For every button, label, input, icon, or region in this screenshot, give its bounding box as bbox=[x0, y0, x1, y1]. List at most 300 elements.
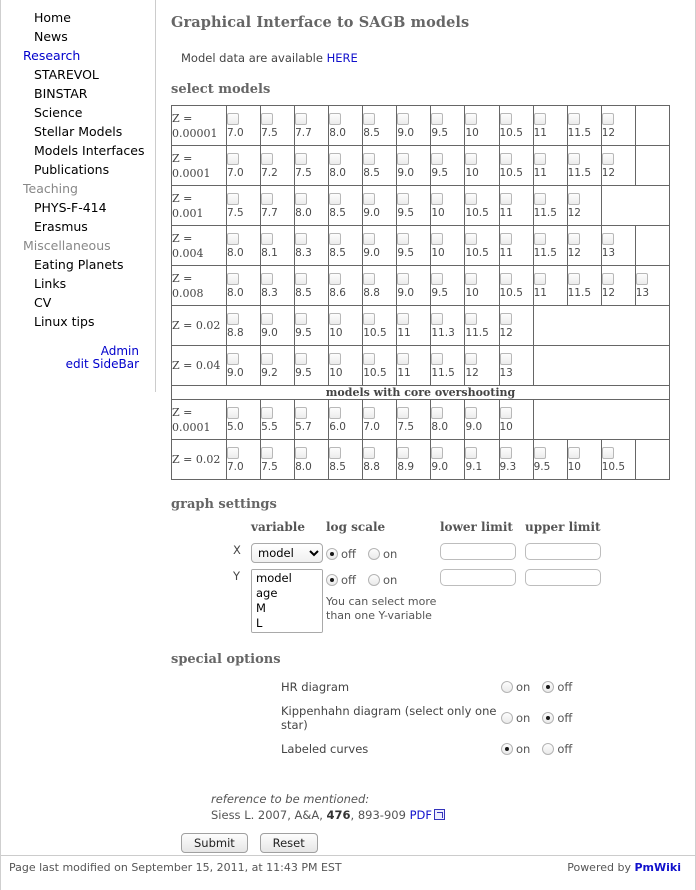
main-content bbox=[157, 0, 696, 853]
model-cell[interactable] bbox=[499, 186, 533, 226]
model-checkbox[interactable] bbox=[295, 353, 307, 365]
model-checkbox[interactable] bbox=[329, 233, 341, 245]
models-table-row bbox=[172, 186, 670, 226]
y-variable-option[interactable] bbox=[254, 631, 320, 633]
model-cell[interactable] bbox=[261, 400, 295, 440]
model-cell[interactable] bbox=[261, 186, 295, 226]
sidebar-link-phys-f-414[interactable]: PHYS-F-414 bbox=[34, 200, 107, 215]
model-cell[interactable] bbox=[499, 146, 533, 186]
sidebar-link-stellar-models[interactable]: Stellar Models bbox=[34, 124, 123, 139]
sidebar-link-home[interactable]: Home bbox=[34, 10, 71, 25]
model-cell[interactable] bbox=[601, 226, 635, 266]
model-checkbox[interactable] bbox=[295, 233, 307, 245]
model-cell[interactable] bbox=[329, 346, 363, 386]
model-checkbox[interactable] bbox=[363, 113, 375, 125]
model-checkbox[interactable] bbox=[465, 233, 477, 245]
model-cell[interactable] bbox=[397, 186, 431, 226]
sidebar-item-home[interactable] bbox=[1, 8, 155, 27]
model-cell[interactable] bbox=[363, 106, 397, 146]
model-mass-value: 10.5 bbox=[499, 286, 523, 299]
model-cell[interactable] bbox=[533, 226, 567, 266]
model-checkbox[interactable] bbox=[397, 193, 409, 205]
model-checkbox[interactable] bbox=[295, 447, 307, 459]
model-mass-value: 9.0 bbox=[397, 166, 415, 179]
sidebar-link-binstar[interactable]: BINSTAR bbox=[34, 86, 88, 101]
sidebar-item-research[interactable] bbox=[1, 46, 155, 65]
sidebar-link-erasmus[interactable]: Erasmus bbox=[34, 219, 88, 234]
y-hint-line-2: than one Y-variable bbox=[326, 609, 432, 622]
model-checkbox[interactable] bbox=[363, 153, 375, 165]
model-checkbox[interactable] bbox=[261, 313, 273, 325]
sidebar-item-stellar-models[interactable] bbox=[1, 122, 155, 141]
model-checkbox[interactable] bbox=[431, 407, 443, 419]
model-cell[interactable] bbox=[363, 186, 397, 226]
model-cell[interactable] bbox=[499, 266, 533, 306]
model-cell[interactable] bbox=[261, 266, 295, 306]
model-mass-value: 10.5 bbox=[465, 206, 489, 219]
model-checkbox[interactable] bbox=[602, 113, 614, 125]
model-cell[interactable] bbox=[227, 226, 261, 266]
model-checkbox[interactable] bbox=[397, 447, 409, 459]
model-checkbox[interactable] bbox=[295, 193, 307, 205]
last-modified-text: Page last modified on September 15, 2011, at 11:43 PM EST bbox=[9, 861, 342, 874]
sidebar-link-news[interactable]: News bbox=[34, 29, 68, 44]
model-checkbox[interactable] bbox=[261, 273, 273, 285]
model-checkbox[interactable] bbox=[397, 233, 409, 245]
model-mass-value: 12 bbox=[601, 166, 616, 179]
model-cell[interactable] bbox=[499, 306, 533, 346]
model-checkbox[interactable] bbox=[329, 447, 341, 459]
model-cell[interactable] bbox=[397, 346, 431, 386]
model-cell[interactable] bbox=[329, 266, 363, 306]
sidebar-link-models-interfaces[interactable]: Models Interfaces bbox=[34, 143, 145, 158]
model-cell[interactable] bbox=[363, 306, 397, 346]
model-checkbox[interactable] bbox=[534, 113, 546, 125]
model-checkbox[interactable] bbox=[329, 407, 341, 419]
x-log-on-radio[interactable] bbox=[368, 548, 380, 560]
model-cell[interactable] bbox=[397, 400, 431, 440]
model-cell[interactable] bbox=[465, 146, 499, 186]
y-lower-limit-input[interactable] bbox=[440, 569, 516, 586]
model-empty-cell bbox=[635, 106, 669, 146]
model-cell[interactable] bbox=[227, 306, 261, 346]
model-cell[interactable] bbox=[533, 266, 567, 306]
model-cell[interactable] bbox=[567, 266, 601, 306]
model-checkbox[interactable] bbox=[500, 113, 512, 125]
model-checkbox[interactable] bbox=[500, 407, 512, 419]
pdf-link[interactable]: PDF bbox=[409, 808, 432, 822]
model-checkbox[interactable] bbox=[363, 313, 375, 325]
model-checkbox[interactable] bbox=[329, 153, 341, 165]
model-checkbox[interactable] bbox=[397, 353, 409, 365]
model-cell[interactable] bbox=[363, 346, 397, 386]
y-variable-option[interactable] bbox=[254, 616, 320, 631]
powered-by bbox=[567, 861, 681, 874]
special-option-on-radio[interactable] bbox=[501, 681, 513, 693]
model-cell[interactable] bbox=[261, 106, 295, 146]
model-mass-value: 8.5 bbox=[329, 246, 346, 259]
model-cell[interactable] bbox=[431, 146, 465, 186]
model-cell[interactable] bbox=[431, 266, 465, 306]
model-checkbox[interactable] bbox=[261, 233, 273, 245]
model-checkbox[interactable] bbox=[227, 353, 239, 365]
sidebar-item-links[interactable] bbox=[1, 274, 155, 293]
model-checkbox[interactable] bbox=[227, 233, 239, 245]
model-mass-value: 7.5 bbox=[261, 460, 278, 473]
model-cell[interactable] bbox=[499, 400, 533, 440]
model-cell[interactable] bbox=[601, 266, 635, 306]
model-checkbox[interactable] bbox=[465, 353, 477, 365]
model-checkbox[interactable] bbox=[397, 153, 409, 165]
model-checkbox[interactable] bbox=[465, 407, 477, 419]
model-row-z-label: Z = 0.00001 bbox=[172, 106, 227, 146]
model-mass-value: 11 bbox=[533, 286, 547, 299]
y-variable-cell bbox=[251, 566, 326, 636]
model-checkbox[interactable] bbox=[397, 407, 409, 419]
special-option-on-radio[interactable] bbox=[501, 743, 513, 755]
model-cell[interactable] bbox=[295, 226, 329, 266]
special-option-off-radio[interactable] bbox=[542, 743, 554, 755]
model-cell[interactable] bbox=[465, 346, 499, 386]
model-checkbox[interactable] bbox=[363, 407, 375, 419]
x-lower-limit-input[interactable] bbox=[440, 543, 516, 560]
sidebar-admin-link[interactable]: Admin bbox=[100, 344, 139, 358]
model-checkbox[interactable] bbox=[363, 447, 375, 459]
model-checkbox[interactable] bbox=[568, 447, 580, 459]
submit-button[interactable]: Submit bbox=[181, 833, 248, 853]
model-checkbox[interactable] bbox=[500, 273, 512, 285]
model-checkbox[interactable] bbox=[227, 447, 239, 459]
model-checkbox[interactable] bbox=[602, 153, 614, 165]
model-empty-cell bbox=[635, 146, 669, 186]
model-cell[interactable] bbox=[329, 186, 363, 226]
sidebar-link-eating-planets[interactable]: Eating Planets bbox=[34, 257, 124, 272]
model-cell[interactable] bbox=[295, 146, 329, 186]
model-checkbox[interactable] bbox=[500, 353, 512, 365]
model-cell[interactable] bbox=[431, 440, 465, 480]
model-mass-value: 9.0 bbox=[397, 286, 415, 299]
model-checkbox[interactable] bbox=[568, 113, 580, 125]
model-cell[interactable] bbox=[431, 400, 465, 440]
model-checkbox[interactable] bbox=[363, 353, 375, 365]
model-cell[interactable] bbox=[601, 440, 635, 480]
model-mass-value: 11 bbox=[499, 206, 513, 219]
model-checkbox[interactable] bbox=[534, 447, 546, 459]
model-checkbox[interactable] bbox=[431, 193, 443, 205]
model-checkbox[interactable] bbox=[261, 193, 273, 205]
model-mass-value: 8.5 bbox=[329, 206, 346, 219]
models-table-row bbox=[172, 226, 670, 266]
model-cell[interactable] bbox=[431, 106, 465, 146]
models-table-row bbox=[172, 106, 670, 146]
model-cell[interactable] bbox=[499, 440, 533, 480]
model-cell[interactable] bbox=[329, 146, 363, 186]
model-checkbox[interactable] bbox=[363, 273, 375, 285]
model-cell[interactable] bbox=[261, 306, 295, 346]
model-cell[interactable] bbox=[295, 266, 329, 306]
y-upper-limit-input[interactable] bbox=[525, 569, 601, 586]
model-mass-value: 11 bbox=[397, 366, 411, 379]
pmwiki-link[interactable]: PmWiki bbox=[634, 861, 681, 874]
model-cell[interactable] bbox=[227, 440, 261, 480]
model-mass-value: 8.0 bbox=[329, 126, 346, 139]
model-checkbox[interactable] bbox=[363, 193, 375, 205]
model-checkbox[interactable] bbox=[534, 273, 546, 285]
sidebar-link-publications[interactable]: Publications bbox=[34, 162, 110, 177]
model-cell[interactable] bbox=[363, 266, 397, 306]
citation-volume: 476 bbox=[326, 808, 351, 822]
model-checkbox[interactable] bbox=[602, 447, 614, 459]
model-cell[interactable] bbox=[567, 186, 601, 226]
model-cell[interactable] bbox=[499, 106, 533, 146]
special-option-row bbox=[281, 699, 584, 737]
model-checkbox[interactable] bbox=[568, 153, 580, 165]
model-checkbox[interactable] bbox=[465, 273, 477, 285]
model-mass-value: 8.0 bbox=[295, 206, 312, 219]
special-option-off-radio[interactable] bbox=[542, 681, 554, 693]
model-checkbox[interactable] bbox=[227, 273, 239, 285]
y-log-on-radio[interactable] bbox=[368, 574, 380, 586]
reset-button[interactable]: Reset bbox=[260, 833, 318, 853]
model-checkbox[interactable] bbox=[431, 313, 443, 325]
model-checkbox[interactable] bbox=[500, 313, 512, 325]
model-cell[interactable] bbox=[329, 106, 363, 146]
model-checkbox[interactable] bbox=[329, 353, 341, 365]
model-cell[interactable] bbox=[533, 146, 567, 186]
model-cell[interactable] bbox=[363, 400, 397, 440]
model-checkbox[interactable] bbox=[295, 273, 307, 285]
model-cell[interactable] bbox=[567, 440, 601, 480]
model-cell[interactable] bbox=[261, 226, 295, 266]
model-checkbox[interactable] bbox=[431, 113, 443, 125]
sidebar-item-eating-planets[interactable] bbox=[1, 255, 155, 274]
model-checkbox[interactable] bbox=[295, 113, 307, 125]
model-cell[interactable] bbox=[601, 146, 635, 186]
model-checkbox[interactable] bbox=[568, 193, 580, 205]
model-mass-value: 9.0 bbox=[261, 326, 278, 339]
models-selection-table bbox=[171, 105, 670, 480]
sidebar-item-news[interactable] bbox=[1, 27, 155, 46]
special-option-off-label: off bbox=[557, 711, 573, 725]
sidebar-item-science[interactable] bbox=[1, 103, 155, 122]
sidebar-item-erasmus[interactable] bbox=[1, 217, 155, 236]
model-cell[interactable] bbox=[227, 106, 261, 146]
model-cell[interactable] bbox=[261, 440, 295, 480]
model-cell[interactable] bbox=[465, 306, 499, 346]
model-checkbox[interactable] bbox=[261, 113, 273, 125]
sidebar-item-linux-tips[interactable] bbox=[1, 312, 155, 331]
model-cell[interactable] bbox=[465, 440, 499, 480]
y-log-off-radio[interactable] bbox=[326, 574, 338, 586]
model-cell[interactable] bbox=[635, 266, 669, 306]
model-cell[interactable] bbox=[465, 226, 499, 266]
model-cell[interactable] bbox=[431, 186, 465, 226]
model-checkbox[interactable] bbox=[295, 313, 307, 325]
model-checkbox[interactable] bbox=[465, 193, 477, 205]
model-cell[interactable] bbox=[431, 346, 465, 386]
model-mass-value: 12 bbox=[601, 126, 616, 139]
model-cell[interactable] bbox=[227, 266, 261, 306]
model-cell[interactable] bbox=[397, 306, 431, 346]
model-cell[interactable] bbox=[363, 226, 397, 266]
model-checkbox[interactable] bbox=[465, 447, 477, 459]
model-checkbox[interactable] bbox=[500, 233, 512, 245]
models-table-row bbox=[172, 266, 670, 306]
model-cell[interactable] bbox=[567, 226, 601, 266]
model-checkbox[interactable] bbox=[602, 233, 614, 245]
model-checkbox[interactable] bbox=[261, 353, 273, 365]
model-checkbox[interactable] bbox=[500, 193, 512, 205]
model-mass-value: 7.0 bbox=[227, 460, 244, 473]
model-cell[interactable] bbox=[329, 226, 363, 266]
model-mass-value: 12 bbox=[465, 366, 479, 379]
model-cell[interactable] bbox=[295, 106, 329, 146]
model-checkbox[interactable] bbox=[329, 273, 341, 285]
model-cell[interactable] bbox=[397, 266, 431, 306]
model-checkbox[interactable] bbox=[568, 233, 580, 245]
model-cell[interactable] bbox=[465, 186, 499, 226]
model-checkbox[interactable] bbox=[295, 153, 307, 165]
special-option-on-radio[interactable] bbox=[501, 712, 513, 724]
model-cell[interactable] bbox=[397, 440, 431, 480]
model-cell[interactable] bbox=[295, 440, 329, 480]
reference-block bbox=[211, 791, 683, 823]
model-checkbox[interactable] bbox=[227, 193, 239, 205]
model-checkbox[interactable] bbox=[500, 153, 512, 165]
model-cell[interactable] bbox=[533, 186, 567, 226]
model-checkbox[interactable] bbox=[227, 313, 239, 325]
model-checkbox[interactable] bbox=[397, 273, 409, 285]
model-checkbox[interactable] bbox=[534, 153, 546, 165]
model-mass-value: 10 bbox=[431, 206, 445, 219]
model-cell[interactable] bbox=[329, 440, 363, 480]
model-cell[interactable] bbox=[465, 266, 499, 306]
model-cell[interactable] bbox=[227, 186, 261, 226]
model-checkbox[interactable] bbox=[261, 407, 273, 419]
sidebar-item-starevol[interactable] bbox=[1, 65, 155, 84]
model-checkbox[interactable] bbox=[295, 407, 307, 419]
model-cell[interactable] bbox=[227, 346, 261, 386]
model-cell[interactable] bbox=[227, 400, 261, 440]
model-cell[interactable] bbox=[533, 440, 567, 480]
model-cell[interactable] bbox=[295, 400, 329, 440]
model-cell[interactable] bbox=[397, 146, 431, 186]
model-cell[interactable] bbox=[329, 400, 363, 440]
model-checkbox[interactable] bbox=[534, 233, 546, 245]
model-checkbox[interactable] bbox=[329, 193, 341, 205]
model-checkbox[interactable] bbox=[329, 113, 341, 125]
model-cell[interactable] bbox=[329, 306, 363, 346]
x-variable-select[interactable] bbox=[251, 543, 323, 563]
model-checkbox[interactable] bbox=[465, 113, 477, 125]
y-variable-option[interactable] bbox=[254, 601, 320, 616]
model-cell[interactable] bbox=[431, 226, 465, 266]
sidebar-item-publications[interactable] bbox=[1, 160, 155, 179]
model-checkbox[interactable] bbox=[602, 273, 614, 285]
model-checkbox[interactable] bbox=[500, 447, 512, 459]
model-cell[interactable] bbox=[295, 306, 329, 346]
sidebar-edit-sidebar-link[interactable]: edit SideBar bbox=[65, 357, 139, 371]
sidebar-link-starevol[interactable]: STAREVOL bbox=[34, 67, 99, 82]
sidebar-link-science[interactable]: Science bbox=[34, 105, 83, 120]
sidebar-link-links[interactable]: Links bbox=[34, 276, 67, 291]
model-checkbox[interactable] bbox=[363, 233, 375, 245]
model-cell[interactable] bbox=[601, 106, 635, 146]
model-checkbox[interactable] bbox=[431, 273, 443, 285]
model-cell[interactable] bbox=[465, 400, 499, 440]
sidebar-item-binstar[interactable] bbox=[1, 84, 155, 103]
model-checkbox[interactable] bbox=[431, 153, 443, 165]
model-cell[interactable] bbox=[397, 226, 431, 266]
model-checkbox[interactable] bbox=[261, 447, 273, 459]
model-checkbox[interactable] bbox=[431, 233, 443, 245]
model-mass-value: 11.5 bbox=[567, 166, 592, 179]
model-cell[interactable] bbox=[397, 106, 431, 146]
x-variable-cell bbox=[251, 540, 326, 566]
here-link[interactable]: HERE bbox=[326, 51, 358, 65]
model-mass-value: 12 bbox=[601, 286, 616, 299]
model-mass-value: 12 bbox=[499, 326, 513, 339]
model-cell[interactable] bbox=[499, 346, 533, 386]
y-variable-option[interactable] bbox=[254, 586, 320, 601]
model-cell[interactable] bbox=[261, 346, 295, 386]
model-checkbox[interactable] bbox=[397, 313, 409, 325]
gs-header-variable: variable bbox=[251, 520, 305, 534]
model-cell[interactable] bbox=[533, 106, 567, 146]
model-checkbox[interactable] bbox=[534, 193, 546, 205]
special-option-off-radio[interactable] bbox=[542, 712, 554, 724]
sidebar-link-linux-tips[interactable]: Linux tips bbox=[34, 314, 95, 329]
model-checkbox[interactable] bbox=[465, 153, 477, 165]
model-cell[interactable] bbox=[227, 146, 261, 186]
model-checkbox[interactable] bbox=[227, 113, 239, 125]
x-log-off-radio[interactable] bbox=[326, 548, 338, 560]
model-checkbox[interactable] bbox=[636, 273, 648, 285]
x-upper-limit-input[interactable] bbox=[525, 543, 601, 560]
sidebar-item-models-interfaces[interactable] bbox=[1, 141, 155, 160]
special-option-radio-group bbox=[501, 675, 584, 699]
sidebar-item-cv[interactable] bbox=[1, 293, 155, 312]
model-cell[interactable] bbox=[567, 146, 601, 186]
model-checkbox[interactable] bbox=[465, 313, 477, 325]
sidebar-link-research[interactable]: Research bbox=[23, 48, 81, 63]
model-checkbox[interactable] bbox=[431, 353, 443, 365]
model-checkbox[interactable] bbox=[261, 153, 273, 165]
y-variable-option[interactable] bbox=[254, 571, 320, 586]
model-checkbox[interactable] bbox=[397, 113, 409, 125]
sidebar-nav-list bbox=[1, 8, 155, 331]
sidebar-link-cv[interactable]: CV bbox=[34, 295, 52, 310]
model-cell[interactable] bbox=[261, 146, 295, 186]
y-variable-listbox[interactable] bbox=[251, 569, 323, 633]
sidebar-item-phys-f-414[interactable] bbox=[1, 198, 155, 217]
model-cell[interactable] bbox=[295, 186, 329, 226]
special-option-off-label: off bbox=[557, 680, 573, 694]
model-cell[interactable] bbox=[363, 440, 397, 480]
model-checkbox[interactable] bbox=[329, 313, 341, 325]
model-checkbox[interactable] bbox=[568, 273, 580, 285]
model-checkbox[interactable] bbox=[431, 447, 443, 459]
model-cell[interactable] bbox=[363, 146, 397, 186]
model-cell[interactable] bbox=[465, 106, 499, 146]
model-cell[interactable] bbox=[431, 306, 465, 346]
model-cell[interactable] bbox=[567, 106, 601, 146]
model-checkbox[interactable] bbox=[227, 153, 239, 165]
model-cell[interactable] bbox=[499, 226, 533, 266]
model-cell[interactable] bbox=[295, 346, 329, 386]
model-checkbox[interactable] bbox=[227, 407, 239, 419]
graph-settings-block bbox=[171, 520, 683, 636]
